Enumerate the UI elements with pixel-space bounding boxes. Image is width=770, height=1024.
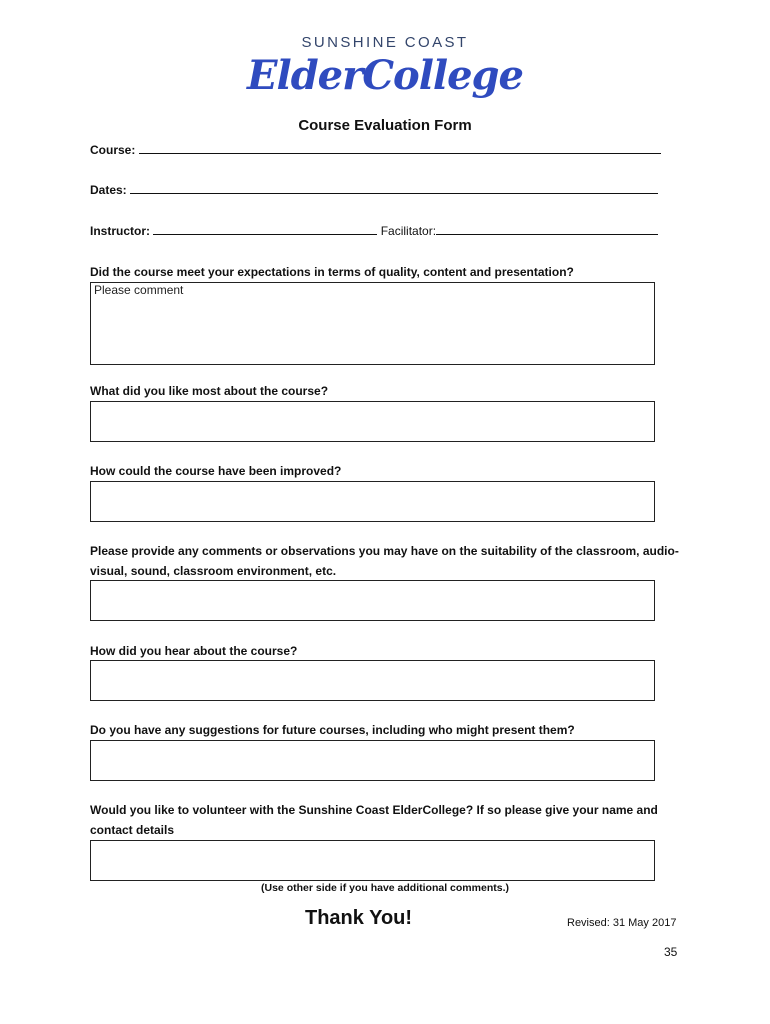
answer-box-expectations[interactable] bbox=[90, 282, 655, 365]
course-label: Course: bbox=[90, 143, 136, 157]
answer-box-classroom[interactable] bbox=[90, 580, 655, 621]
form-title: Course Evaluation Form bbox=[298, 117, 472, 134]
logo-main-text: ElderCollege bbox=[247, 52, 523, 99]
additional-comments-note: (Use other side if you have additional comments.) bbox=[261, 882, 509, 894]
answer-box-liked-most[interactable] bbox=[90, 401, 655, 442]
question-expectations: Did the course meet your expectations in terms of quality, content and presentation? bbox=[90, 265, 574, 279]
dates-line[interactable] bbox=[130, 182, 658, 194]
facilitator-label: Facilitator: bbox=[380, 224, 437, 238]
revised-date: Revised: 31 May 2017 bbox=[567, 917, 677, 929]
instructor-label: Instructor: bbox=[90, 224, 150, 238]
answer-box-volunteer[interactable] bbox=[90, 840, 655, 881]
dates-field[interactable] bbox=[90, 182, 658, 197]
question-suggestions: Do you have any suggestions for future courses, including who might present them? bbox=[90, 723, 575, 737]
instructor-line[interactable] bbox=[153, 223, 377, 235]
question-classroom: Please provide any comments or observations you may have on the suitability of the classroom, audio-visual, sound, classroom environment, etc. bbox=[90, 544, 679, 578]
question-heard-about: How did you hear about the course? bbox=[90, 644, 298, 658]
question-improvements: How could the course have been improved? bbox=[90, 464, 342, 478]
logo-top-text: SUNSHINE COAST bbox=[301, 34, 469, 51]
answer-box-heard-about[interactable] bbox=[90, 660, 655, 701]
question-volunteer: Would you like to volunteer with the Sunshine Coast ElderCollege? If so please give your name and contact details bbox=[90, 803, 658, 837]
question-liked-most: What did you like most about the course? bbox=[90, 384, 329, 398]
thank-you-heading: Thank You! bbox=[305, 907, 413, 929]
dates-label: Dates: bbox=[90, 183, 127, 197]
course-line[interactable] bbox=[139, 142, 661, 154]
facilitator-line[interactable] bbox=[436, 223, 658, 235]
answer-box-improvements[interactable] bbox=[90, 481, 655, 522]
comment-placeholder: Please comment bbox=[94, 283, 184, 297]
page-number: 35 bbox=[664, 945, 678, 959]
answer-box-suggestions[interactable] bbox=[90, 740, 655, 781]
instructor-field[interactable] bbox=[90, 223, 658, 238]
course-field[interactable] bbox=[90, 142, 661, 157]
